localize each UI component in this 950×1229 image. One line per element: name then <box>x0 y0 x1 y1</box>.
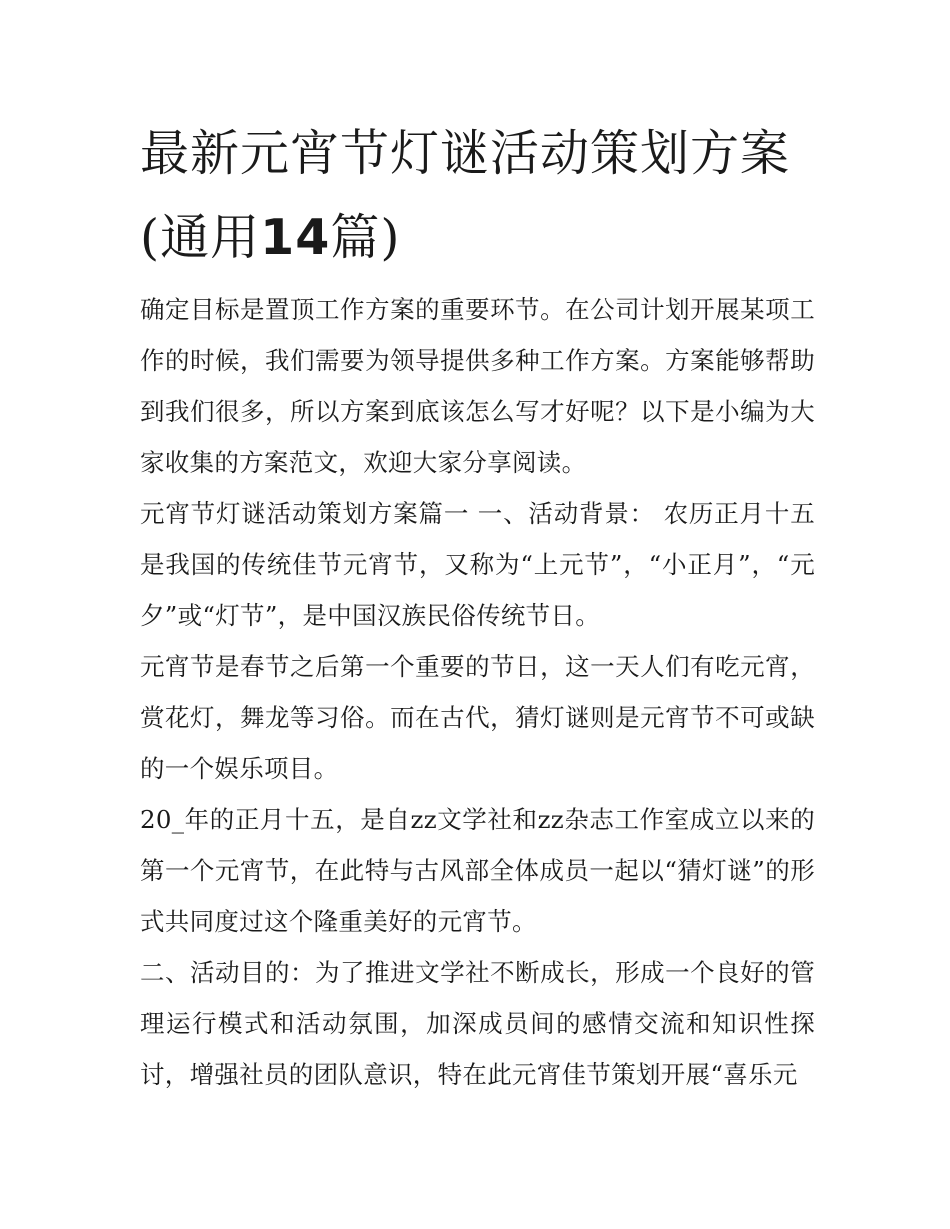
paragraph-event: 20_年的正月十五，是自zz文学社和zz杂志工作室成立以来的第一个元宵节，在此特与古风部全体成员一起以“猜灯谜”的形式共同度过这个隆重美好的元宵节。 <box>140 805 815 936</box>
title-line-2-prefix: (通用 <box>140 209 261 266</box>
paragraph-purpose: 二、活动目的：为了推进文学社不断成长，形成一个良好的管理运行模式和活动氛围，加深成员间的感情交流和知识性探讨，增强社员的团队意识，特在此元宵佳节策划开展“喜乐元 <box>140 958 815 1089</box>
document-title <box>140 112 815 280</box>
title-line-2-number: 14 <box>260 209 331 266</box>
paragraph-background: 元宵节灯谜活动策划方案篇一 一、活动背景： 农历正月十五是我国的传统佳节元宵节，又称为“上元节”，“小正月”，“元夕”或“灯节”，是中国汉族民俗传统节日。 <box>140 499 815 630</box>
paragraph-intro: 确定目标是置顶工作方案的重要环节。在公司计划开展某项工作的时候，我们需要为领导提供多种工作方案。方案能够帮助到我们很多，所以方案到底该怎么写才好呢？以下是小编为大家收集的方案范文，欢迎大家分享阅读。 <box>140 295 815 477</box>
document-page <box>140 112 815 1100</box>
paragraph-festival: 元宵节是春节之后第一个重要的节日，这一天人们有吃元宵，赏花灯，舞龙等习俗。而在古代，猜灯谜则是元宵节不可或缺的一个娱乐项目。 <box>140 652 815 783</box>
title-line-2-suffix: 篇) <box>330 209 401 266</box>
title-line-1: 最新元宵节灯谜活动策划方案 <box>140 125 791 182</box>
